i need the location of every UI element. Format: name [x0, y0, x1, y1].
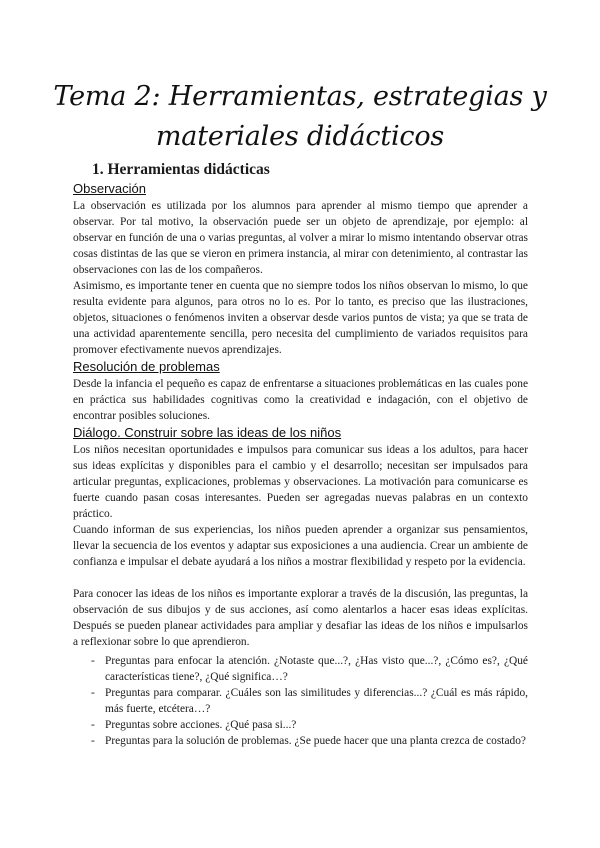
paragraph-dialogo-2: Cuando informan de sus experiencias, los niños pueden aprender a organizar sus pensamientos, llevar la secuencia de los eventos y adaptar sus exposiciones a una audiencia. Crear un ambiente de confianza e impulsar el debate ayudará a los niños a mostrar flexibilidad y respeto por la evidencia. [73, 524, 528, 568]
list-dash: - [91, 735, 95, 747]
list-item [73, 717, 528, 733]
list-dash: - [91, 687, 95, 699]
list-item-text: Preguntas para la solución de problemas. ¿Se puede hacer que una planta crezca de costado? [105, 735, 526, 747]
list-item [73, 685, 528, 717]
list-item-text: Preguntas sobre acciones. ¿Qué pasa si...? [105, 719, 297, 731]
paragraph-resolucion: Desde la infancia el pequeño es capaz de enfrentarse a situaciones problemáticas en las cuales pone en práctica sus habilidades cognitivas como la creatividad e indagación, con el objetivo de encontrar posibles soluciones. [73, 378, 528, 422]
page-title-line-1: Tema 2: Herramientas, estrategias y [53, 81, 547, 112]
subheading-resolucion: Resolución de problemas [73, 359, 220, 374]
section-heading-herramientas: 1. Herramientas didácticas [92, 161, 270, 178]
page-title-line-2: materiales didácticos [155, 121, 445, 152]
list-item-text: Preguntas para enfocar la atención. ¿Notaste que...?, ¿Has visto que...?, ¿Cómo es?, ¿Qué características tiene?, ¿Qué significa…? [105, 655, 528, 683]
list-item [73, 653, 528, 685]
list-item-text: Preguntas para comparar. ¿Cuáles son las similitudes y diferencias...? ¿Cuál es más rápido, más fuerte, etcétera…? [105, 687, 528, 715]
list-item [73, 733, 528, 749]
subheading-dialogo: Diálogo. Construir sobre las ideas de los niños [73, 425, 342, 440]
list-dash: - [91, 719, 95, 731]
paragraph-observacion-1: La observación es utilizada por los alumnos para aprender al mismo tiempo que aprender a observar. Por tal motivo, la observación puede ser un objeto de aprendizaje, por ejemplo: al observar en función de una o varias preguntas, al volver a mirar lo mismo intentando observar otras cosas distintas de las que se vieron en primera instancia, al mirar con detenimiento, al contrastar las observaciones con las de los compañeros. [73, 200, 528, 276]
paragraph-dialogo-1: Los niños necesitan oportunidades e impulsos para comunicar sus ideas a los adultos, para hacer sus ideas explícitas y disponibles para el cambio y el desarrollo; necesitan ser impulsados para articular preguntas, explicaciones, problemas y observaciones. La motivación para comunicarse es fuerte cuando pasan cosas interesantes. Pueden ser agregadas nuevas palabras en un contexto práctico. [73, 444, 528, 520]
paragraph-observacion-2: Asimismo, es importante tener en cuenta que no siempre todos los niños observan lo mismo, lo que resulta evidente para algunos, para otros no lo es. Por lo tanto, es preciso que las ilustraciones, objetos, situaciones o fenómenos inviten a observar desde varios puntos de vista; ya que se trata de una actividad aparentemente sencilla, pero necesita del cumplimiento de variados requisitos para promover efectivamente nuevos aprendizajes. [73, 280, 528, 356]
subheading-observacion: Observación [73, 181, 146, 196]
questions-list [73, 653, 528, 749]
paragraph-dialogo-3: Para conocer las ideas de los niños es importante explorar a través de la discusión, las preguntas, la observación de sus dibujos y de sus acciones, así como alentarlos a hacer esas ideas explícitas. Después se pueden planear actividades para ampliar y desafiar las ideas de los niños e impulsarlos a reflexionar sobre lo que aprendieron. [73, 588, 528, 648]
list-dash: - [91, 655, 95, 667]
